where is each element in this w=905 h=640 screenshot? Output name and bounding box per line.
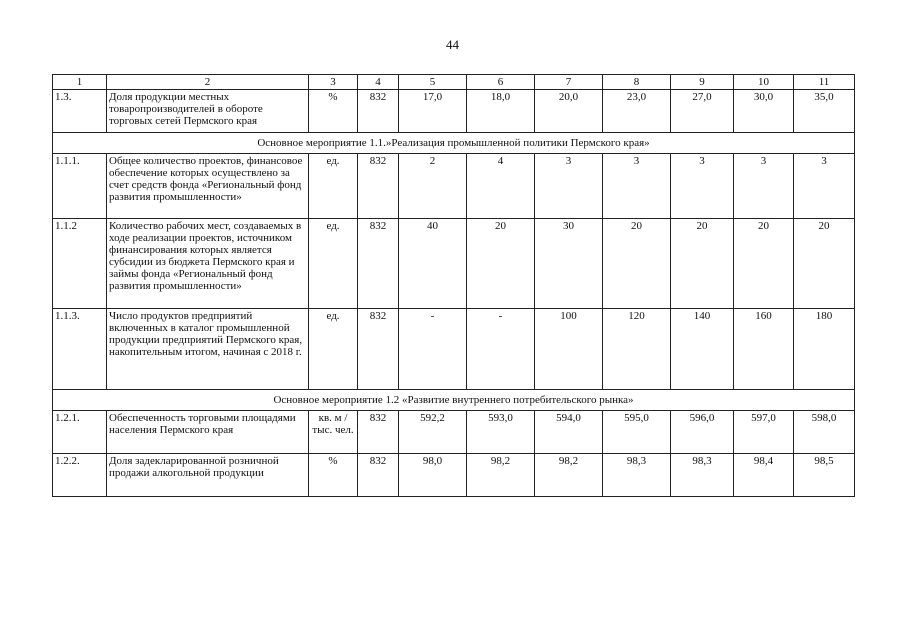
row-code: 1.2.1. <box>53 411 107 454</box>
indicator-name: Доля задекларированной розничной продажи алкогольной продукции <box>107 454 309 497</box>
table-row <box>53 309 855 390</box>
okei-code: 832 <box>358 454 399 497</box>
year-value: 30 <box>535 219 603 309</box>
indicators-table <box>52 74 855 497</box>
column-number-header: 6 <box>467 75 535 90</box>
indicator-name: Доля продукции местных товаропроизводителей в обороте торговых сетей Пермского края <box>107 90 309 133</box>
unit: ед. <box>309 309 358 390</box>
column-number-header: 1 <box>53 75 107 90</box>
year-value: 98,2 <box>535 454 603 497</box>
year-value: 40 <box>399 219 467 309</box>
year-value: 20 <box>734 219 794 309</box>
table-row <box>53 219 855 309</box>
row-code: 1.1.1. <box>53 154 107 219</box>
year-value: 594,0 <box>535 411 603 454</box>
column-number-header: 9 <box>671 75 734 90</box>
table-row <box>53 90 855 133</box>
page-number: 44 <box>446 37 459 52</box>
year-value: 98,2 <box>467 454 535 497</box>
year-value: 160 <box>734 309 794 390</box>
okei-code: 832 <box>358 411 399 454</box>
column-number-header: 11 <box>794 75 855 90</box>
indicator-name: Общее количество проектов, финансовое обеспечение которых осуществлено за счет средств фонда «Региональный фонд развития промышленности» <box>107 154 309 219</box>
year-value: 98,3 <box>603 454 671 497</box>
year-value: 20 <box>794 219 855 309</box>
year-value: 3 <box>671 154 734 219</box>
year-value: 180 <box>794 309 855 390</box>
year-value: 17,0 <box>399 90 467 133</box>
table-row <box>53 154 855 219</box>
year-value: 20,0 <box>535 90 603 133</box>
year-value: 18,0 <box>467 90 535 133</box>
row-code: 1.1.2 <box>53 219 107 309</box>
year-value: - <box>467 309 535 390</box>
unit: кв. м / тыс. чел. <box>309 411 358 454</box>
column-number-header: 10 <box>734 75 794 90</box>
unit: % <box>309 454 358 497</box>
year-value: 3 <box>734 154 794 219</box>
section-row <box>53 390 855 411</box>
column-number-header: 7 <box>535 75 603 90</box>
table-row <box>53 454 855 497</box>
year-value: 20 <box>603 219 671 309</box>
year-value: 4 <box>467 154 535 219</box>
okei-code: 832 <box>358 309 399 390</box>
year-value: 98,4 <box>734 454 794 497</box>
indicator-name: Обеспеченность торговыми площадями населения Пермского края <box>107 411 309 454</box>
year-value: 596,0 <box>671 411 734 454</box>
column-number-header: 3 <box>309 75 358 90</box>
year-value: 595,0 <box>603 411 671 454</box>
unit: ед. <box>309 219 358 309</box>
header-row <box>53 75 855 90</box>
column-number-header: 5 <box>399 75 467 90</box>
year-value: 3 <box>535 154 603 219</box>
table-body <box>53 75 855 497</box>
section-title: Основное мероприятие 1.1.»Реализация промышленной политики Пермского края» <box>53 133 855 154</box>
year-value: 100 <box>535 309 603 390</box>
year-value: 3 <box>794 154 855 219</box>
year-value: 598,0 <box>794 411 855 454</box>
year-value: 593,0 <box>467 411 535 454</box>
okei-code: 832 <box>358 219 399 309</box>
year-value: 597,0 <box>734 411 794 454</box>
section-row <box>53 133 855 154</box>
year-value: 98,0 <box>399 454 467 497</box>
section-title: Основное мероприятие 1.2 «Развитие внутреннего потребительского рынка» <box>53 390 855 411</box>
year-value: 3 <box>603 154 671 219</box>
year-value: 23,0 <box>603 90 671 133</box>
okei-code: 832 <box>358 154 399 219</box>
year-value: 35,0 <box>794 90 855 133</box>
year-value: 20 <box>467 219 535 309</box>
indicator-name: Количество рабочих мест, создаваемых в ходе реализации проектов, источником финансирования которых является субсидии из бюджета Пермского края и займы фонда «Региональный фонд развития промышленности» <box>107 219 309 309</box>
row-code: 1.2.2. <box>53 454 107 497</box>
column-number-header: 8 <box>603 75 671 90</box>
year-value: 2 <box>399 154 467 219</box>
column-number-header: 4 <box>358 75 399 90</box>
year-value: 140 <box>671 309 734 390</box>
okei-code: 832 <box>358 90 399 133</box>
year-value: 98,3 <box>671 454 734 497</box>
unit: ед. <box>309 154 358 219</box>
year-value: 592,2 <box>399 411 467 454</box>
column-number-header: 2 <box>107 75 309 90</box>
indicator-name: Число продуктов предприятий включенных в каталог промышленной продукции предприятий Пермского края, накопительным итогом, начиная с 2018 г. <box>107 309 309 390</box>
year-value: 120 <box>603 309 671 390</box>
year-value: 20 <box>671 219 734 309</box>
year-value: 27,0 <box>671 90 734 133</box>
year-value: 30,0 <box>734 90 794 133</box>
row-code: 1.3. <box>53 90 107 133</box>
year-value: 98,5 <box>794 454 855 497</box>
table-row <box>53 411 855 454</box>
row-code: 1.1.3. <box>53 309 107 390</box>
unit: % <box>309 90 358 133</box>
year-value: - <box>399 309 467 390</box>
